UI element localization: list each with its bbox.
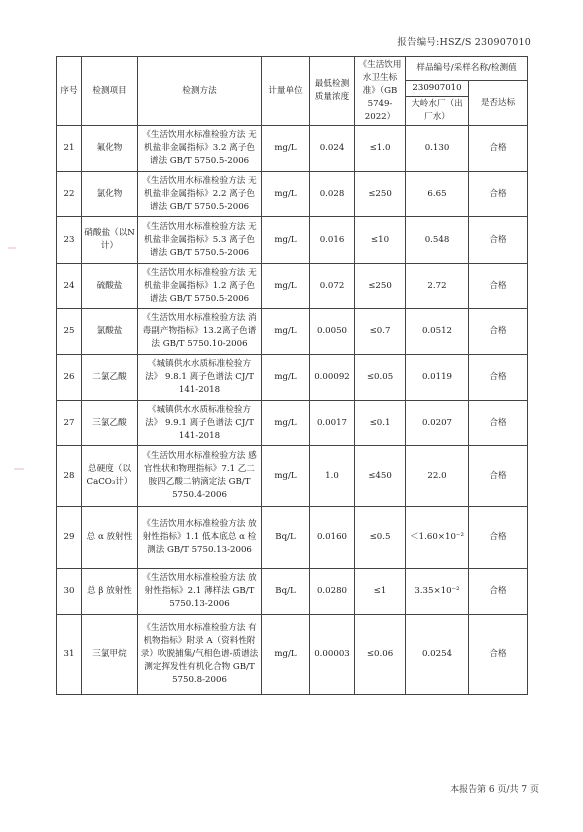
row-min-conc: 1.0 [310,446,355,507]
row-limit: ≤0.06 [355,615,406,695]
header-min-conc: 最低检测质量浓度 [310,57,355,126]
header-item: 检测项目 [82,57,138,126]
row-value: 0.0119 [406,355,469,401]
row-seq: 26 [57,355,82,401]
row-limit: ≤0.05 [355,355,406,401]
row-unit: Bq/L [262,507,310,569]
row-seq: 25 [57,309,82,355]
row-result: 合格 [469,446,528,507]
header-unit: 计量单位 [262,57,310,126]
row-result: 合格 [469,126,528,172]
row-min-conc: 0.00092 [310,355,355,401]
row-item: 氟化物 [82,126,138,172]
row-item: 硝酸盐（以N计） [82,217,138,264]
row-method: 《生活饮用水标准检验方法 无机盐非金属指标》3.2 离子色谱法 GB/T 5750.5-2006 [138,126,262,172]
row-limit: ≤1.0 [355,126,406,172]
row-value: 22.0 [406,446,469,507]
row-min-conc: 0.016 [310,217,355,264]
row-value: 0.130 [406,126,469,172]
row-method: 《生活饮用水标准检验方法 放射性指标》2.1 薄样法 GB/T 5750.13-2006 [138,569,262,615]
row-item: 总 β 放射性 [82,569,138,615]
table-row [57,401,528,446]
row-value: 2.72 [406,264,469,309]
row-result: 合格 [469,217,528,264]
row-unit: mg/L [262,217,310,264]
row-method: 《生活饮用水标准检验方法 无机盐非金属指标》2.2 离子色谱法 GB/T 5750.5-2006 [138,172,262,217]
report-number: 报告编号:HSZ/S 230907010 [397,37,531,48]
row-item: 总 α 放射性 [82,507,138,569]
header-sample-name: 大岭水厂（出厂水） [406,97,469,126]
table-row [57,507,528,569]
row-result: 合格 [469,355,528,401]
row-min-conc: 0.0050 [310,309,355,355]
row-result: 合格 [469,401,528,446]
row-method: 《生活饮用水标准检验方法 有机物指标》附录 A（资料性附录）吹脱捕集/气相色谱-质谱法测定挥发性有机化合物 GB/T 5750.8-2006 [138,615,262,695]
row-value: 0.0207 [406,401,469,446]
row-limit: ≤0.1 [355,401,406,446]
row-min-conc: 0.0280 [310,569,355,615]
row-seq: 30 [57,569,82,615]
row-result: 合格 [469,309,528,355]
row-seq: 29 [57,507,82,569]
row-limit: ≤1 [355,569,406,615]
row-unit: mg/L [262,264,310,309]
table-row [57,446,528,507]
row-unit: mg/L [262,126,310,172]
row-seq: 28 [57,446,82,507]
table-row [57,569,528,615]
row-unit: mg/L [262,309,310,355]
row-seq: 24 [57,264,82,309]
row-method: 《生活饮用水标准检验方法 感官性状和物理指标》7.1 乙二胺四乙酸二钠滴定法 GB/T 5750.4-2006 [138,446,262,507]
row-value: 6.65 [406,172,469,217]
row-limit: ≤0.5 [355,507,406,569]
row-limit: ≤0.7 [355,309,406,355]
row-value: 0.0254 [406,615,469,695]
test-results-table [56,56,528,695]
row-value: 0.0512 [406,309,469,355]
table-row [57,172,528,217]
header-standard: 《生活饮用水卫生标准》（GB 5749-2022） [355,57,406,126]
row-seq: 27 [57,401,82,446]
row-unit: mg/L [262,401,310,446]
row-limit: ≤250 [355,172,406,217]
page-footer: 本报告第 6 页/共 7 页 [450,785,539,795]
row-result: 合格 [469,172,528,217]
table-row [57,264,528,309]
row-result: 合格 [469,615,528,695]
row-result: 合格 [469,569,528,615]
row-unit: mg/L [262,446,310,507]
row-seq: 21 [57,126,82,172]
header-method: 检测方法 [138,57,262,126]
row-value: ＜1.60×10⁻² [406,507,469,569]
table-row [57,615,528,695]
row-method: 《城镇供水水质标准检验方法》 9.9.1 离子色谱法 CJ/T 141-2018 [138,401,262,446]
table-row [57,355,528,401]
row-method: 《城镇供水水质标准检验方法》 9.8.1 离子色谱法 CJ/T 141-2018 [138,355,262,401]
table-row [57,309,528,355]
header-sample-group: 样品编号/采样名称/检测值 [406,57,528,81]
row-limit: ≤250 [355,264,406,309]
row-method: 《生活饮用水标准检验方法 无机盐非金属指标》5.3 离子色谱法 GB/T 5750.5-2006 [138,217,262,264]
row-min-conc: 0.028 [310,172,355,217]
row-min-conc: 0.072 [310,264,355,309]
row-unit: mg/L [262,172,310,217]
row-item: 总硬度（以CaCO₃计） [82,446,138,507]
row-result: 合格 [469,507,528,569]
row-seq: 31 [57,615,82,695]
scan-artifact [14,468,24,470]
row-item: 硫酸盐 [82,264,138,309]
row-item: 三氯乙酸 [82,401,138,446]
row-min-conc: 0.024 [310,126,355,172]
row-item: 氯化物 [82,172,138,217]
header-sample-id: 230907010 [406,81,469,97]
row-unit: mg/L [262,615,310,695]
row-seq: 22 [57,172,82,217]
row-result: 合格 [469,264,528,309]
table-row [57,217,528,264]
scan-artifact [8,247,16,249]
row-min-conc: 0.00003 [310,615,355,695]
row-seq: 23 [57,217,82,264]
row-method: 《生活饮用水标准检验方法 无机盐非金属指标》1.2 离子色谱法 GB/T 5750.5-2006 [138,264,262,309]
row-method: 《生活饮用水标准检验方法 放射性指标》1.1 低本底总 α 检测法 GB/T 5750.13-2006 [138,507,262,569]
row-value: 0.548 [406,217,469,264]
header-seq: 序号 [57,57,82,126]
table-row [57,126,528,172]
header-compliance: 是否达标 [469,81,528,126]
row-value: 3.35×10⁻² [406,569,469,615]
row-method: 《生活饮用水标准检验方法 消毒副产物指标》13.2离子色谱法 GB/T 5750.10-2006 [138,309,262,355]
row-item: 二氯乙酸 [82,355,138,401]
row-min-conc: 0.0160 [310,507,355,569]
row-limit: ≤450 [355,446,406,507]
row-min-conc: 0.0017 [310,401,355,446]
row-item: 三氯甲烷 [82,615,138,695]
row-unit: mg/L [262,355,310,401]
row-unit: Bq/L [262,569,310,615]
row-limit: ≤10 [355,217,406,264]
row-item: 氯酸盐 [82,309,138,355]
